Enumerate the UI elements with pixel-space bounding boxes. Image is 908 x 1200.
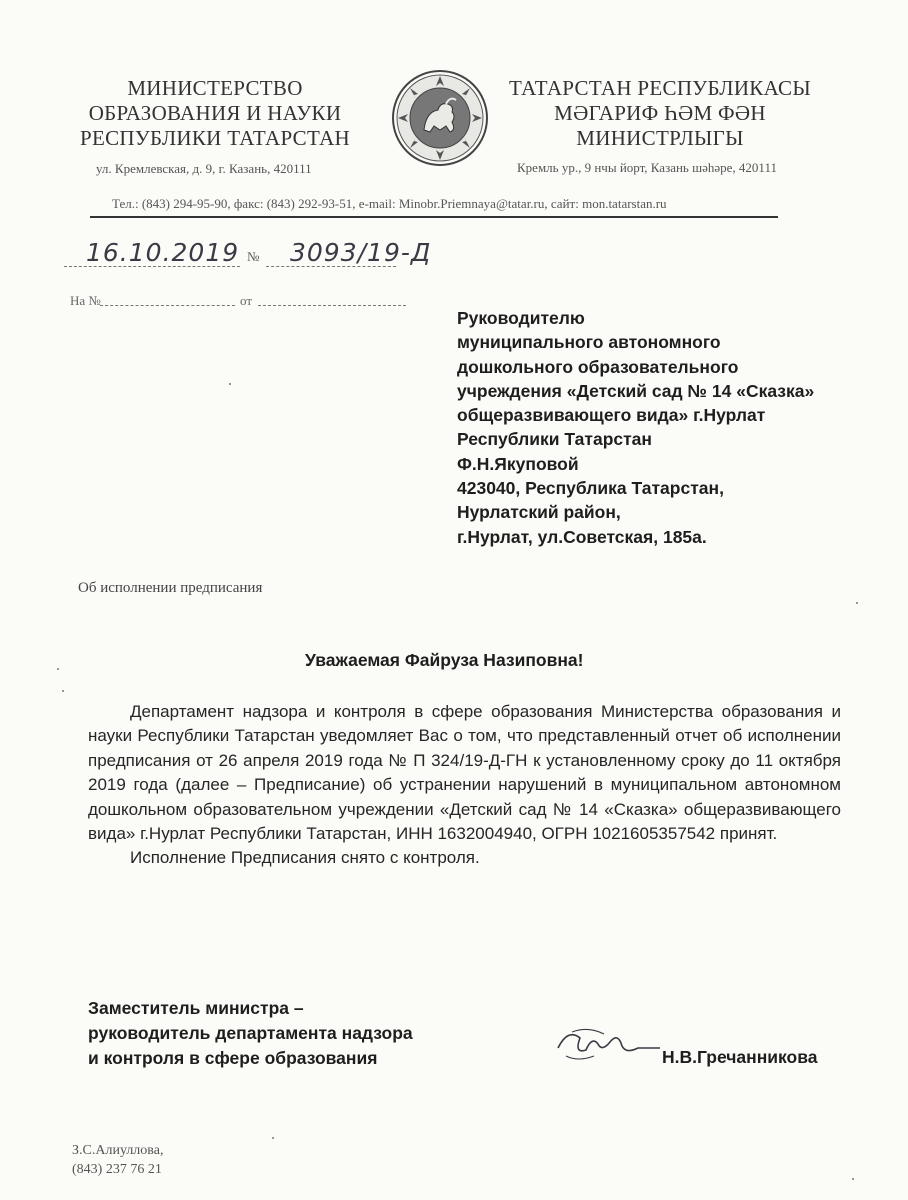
ministry-name-ru xyxy=(60,76,370,151)
addressee-line: общеразвивающего вида» г.Нурлат xyxy=(457,405,766,426)
ministry-name-tt-line: ТАТАРСТАН РЕСПУБЛИКАСЫ xyxy=(509,76,811,100)
scan-speck xyxy=(57,668,59,670)
ministry-name-tt-line: МӘГАРИФ ҺӘМ ФӘН xyxy=(554,101,766,125)
reference-number-label: На № xyxy=(70,293,101,308)
registration-date: 16.10.2019 xyxy=(86,238,240,267)
body-paragraph: Исполнение Предписания снято с контроля. xyxy=(130,848,480,868)
signatory-position-line: Заместитель министра – xyxy=(88,998,304,1018)
ministry-name-tt xyxy=(500,76,820,151)
addressee-line: Нурлатский район, xyxy=(457,502,621,523)
reference-number-underline xyxy=(100,305,235,306)
signatory-name: Н.В.Гречанникова xyxy=(662,1047,818,1067)
executor-name: З.С.Алиуллова, xyxy=(72,1143,164,1158)
registration-number-label: № xyxy=(247,249,260,264)
letter-subject: Об исполнении предписания xyxy=(78,580,263,596)
ministry-address-tt: Кремль ур., 9 нчы йорт, Казань шәһәре, 420111 xyxy=(517,160,777,175)
date-underline xyxy=(64,266,240,267)
addressee-line: Республики Татарстан xyxy=(457,429,652,450)
addressee-block xyxy=(457,306,887,549)
greeting: Уважаемая Файруза Назиповна! xyxy=(305,650,584,670)
signatory-position-line: руководитель департамента надзора xyxy=(88,1023,413,1043)
handwritten-signature-icon xyxy=(548,1018,668,1068)
addressee-line: 423040, Республика Татарстан, xyxy=(457,478,724,499)
ministry-address-ru: ул. Кремлевская, д. 9, г. Казань, 420111 xyxy=(96,161,312,176)
reference-from-label: от xyxy=(240,293,253,308)
addressee-line: Руководителю xyxy=(457,308,585,328)
tatarstan-coat-of-arms-icon xyxy=(390,68,490,168)
executor-phone: (843) 237 76 21 xyxy=(72,1162,162,1177)
ministry-name-ru-line: ОБРАЗОВАНИЯ И НАУКИ xyxy=(88,101,342,125)
addressee-line: дошкольного образовательного xyxy=(457,356,739,377)
letter-body xyxy=(88,700,841,871)
scan-speck xyxy=(229,383,231,385)
executor-info xyxy=(72,1141,163,1179)
body-paragraph: Департамент надзора и контроля в сфере образования Министерства образования и науки Республики Татарстан уведомляет Вас о том, что представленный отчет об исполнении предписания от 26 апреля 2019 года № П 324/19-Д-ГН к установленному сроку до 11 октября 2019 года (далее – Предписание) об устранении нарушений в муниципальном автономном дошкольном образовательном учреждении «Детский сад № 14 «Сказка» общеразвивающего вида» г.Нурлат Республики Татарстан, ИНН 1632004940, ОГРН 1021605357542 принят. xyxy=(88,702,841,844)
addressee-line: Ф.Н.Якуповой xyxy=(457,453,579,474)
scan-speck xyxy=(856,602,858,604)
reference-from-underline xyxy=(258,305,406,306)
signatory-position-line: и контроля в сфере образования xyxy=(88,1048,378,1068)
scan-speck xyxy=(62,690,64,692)
header-divider xyxy=(90,216,778,218)
ministry-name-tt-line: МИНИСТРЛЫГЫ xyxy=(576,126,744,150)
ministry-name-ru-line: РЕСПУБЛИКИ ТАТАРСТАН xyxy=(79,126,351,150)
number-underline xyxy=(266,266,396,267)
ministry-contacts: Тел.: (843) 294-95-90, факс: (843) 292-93-51, e-mail: Minobr.Priemnaya@tatar.ru, сайт: mon.tatarstan.ru xyxy=(112,196,667,211)
registration-number: 3093/19-Д xyxy=(290,238,432,267)
scan-speck xyxy=(852,1178,854,1180)
addressee-line: г.Нурлат, ул.Советская, 185а. xyxy=(457,526,707,547)
scan-speck xyxy=(272,1137,274,1139)
ministry-name-ru-line: МИНИСТЕРСТВО xyxy=(127,76,303,100)
signatory-position xyxy=(88,996,413,1071)
addressee-line: учреждения «Детский сад № 14 «Сказка» xyxy=(457,380,815,401)
addressee-line: муниципального автономного xyxy=(457,332,721,353)
